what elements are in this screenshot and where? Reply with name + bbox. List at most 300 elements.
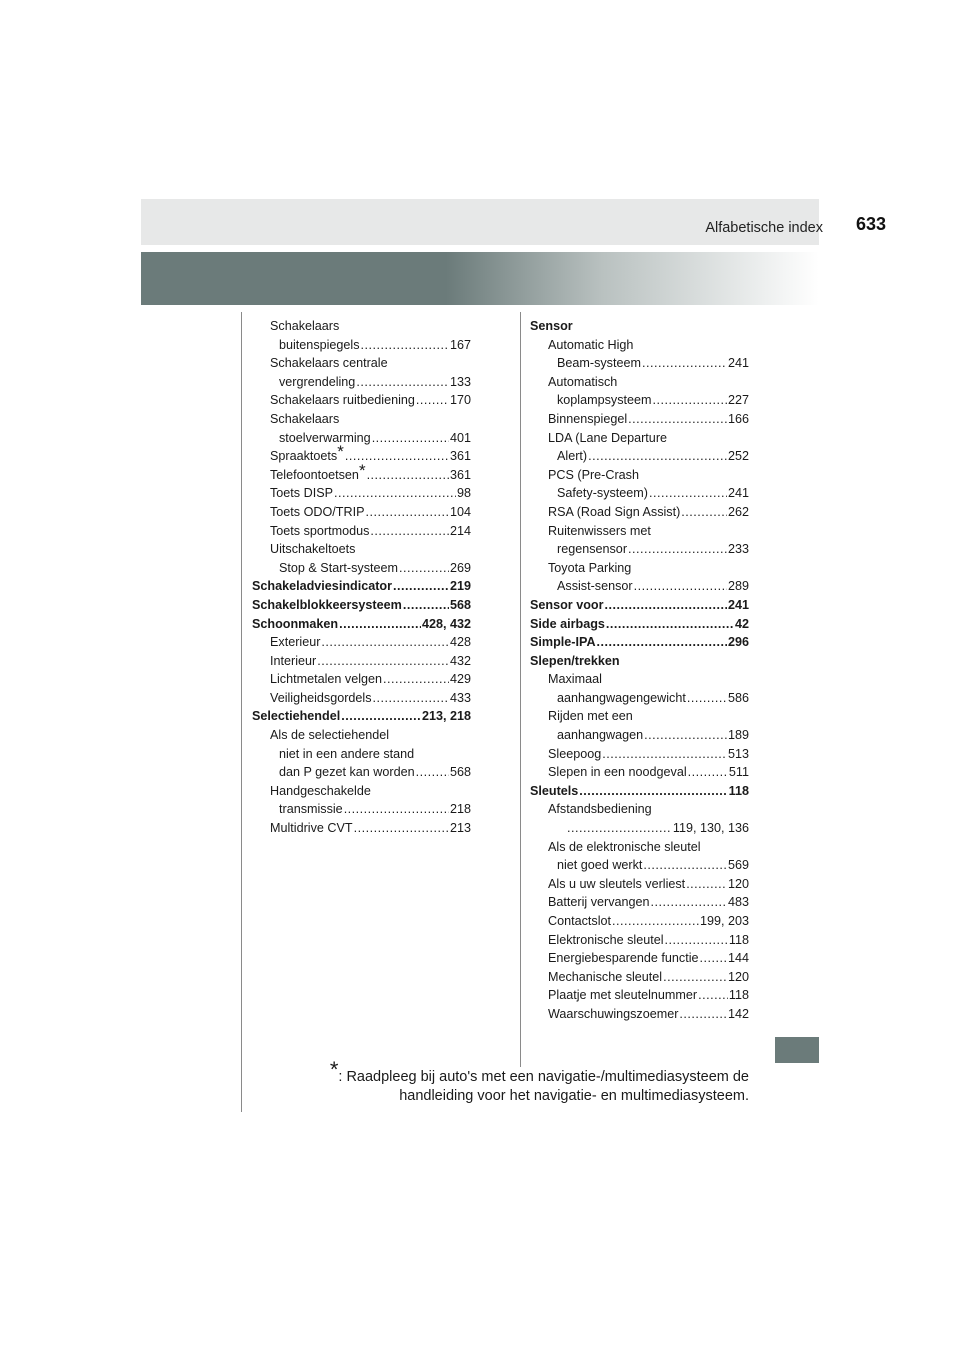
index-entry-text: Als de elektronische sleutel (548, 839, 701, 854)
dot-leader (579, 782, 727, 801)
index-entry-text: Ruitenwissers met (548, 523, 651, 538)
index-entry (530, 819, 749, 838)
index-entry-label (548, 949, 699, 968)
index-entry-label (557, 577, 633, 596)
index-entry-pages: 429 (449, 672, 471, 687)
index-entry-text: Simple-IPA (530, 635, 596, 650)
index-entry-label (548, 800, 652, 819)
dot-leader (649, 484, 727, 503)
index-entry (252, 819, 471, 838)
index-entry-text: Selectiehendel (252, 709, 341, 724)
index-entry-label (557, 856, 642, 875)
index-entry-label (270, 652, 316, 671)
index-entry (252, 317, 471, 336)
index-entry-label (279, 745, 414, 764)
index-entry-label (252, 615, 338, 634)
index-entry-pages: 227 (727, 393, 749, 408)
index-entry-text: Interieur (270, 653, 317, 668)
index-entry-pages: 361 (449, 467, 471, 482)
dot-leader (612, 912, 699, 931)
dot-leader (356, 373, 449, 392)
index-entry (530, 968, 749, 987)
index-entry (530, 689, 749, 708)
index-entry (530, 707, 749, 726)
index-entry-text: Schakelaars (270, 319, 340, 333)
index-entry-text: Schakelblokkeersysteem (252, 597, 402, 612)
index-entry-pages: 120 (727, 876, 749, 891)
index-entry-label (548, 429, 667, 448)
index-entry-pages: 144 (727, 951, 749, 966)
index-entry-pages: 199, 203 (699, 914, 749, 928)
index-entry-text: Exterieur (270, 635, 321, 650)
index-entry-label (557, 540, 627, 559)
dot-leader (653, 391, 727, 410)
index-entry-text: Stop & Start-systeem (279, 560, 398, 575)
index-entry (252, 615, 471, 634)
index-entry-label (548, 745, 601, 764)
index-entry-pages: 428 (449, 635, 471, 650)
index-entry-text: Toets DISP (270, 486, 333, 501)
dot-leader (642, 354, 727, 373)
index-entry-pages: 289 (727, 579, 749, 594)
index-entry-text: Veiligheidsgordels (270, 690, 372, 705)
index-entry-text: Als de selectiehendel (270, 728, 390, 743)
index-entry (530, 1005, 749, 1024)
index-entry-pages: 98 (456, 486, 471, 501)
index-entry (252, 670, 471, 689)
index-entry-label (530, 782, 578, 801)
index-entry-label (548, 670, 602, 689)
dot-leader (681, 503, 727, 522)
index-entry (252, 336, 471, 355)
dot-leader (634, 577, 727, 596)
index-entry-label (270, 540, 355, 559)
dot-leader (651, 893, 727, 912)
index-entry-label (548, 763, 687, 782)
index-entry-label (270, 484, 333, 503)
index-entry-pages: 511 (728, 765, 749, 780)
index-entry-text: aanhangwagen (557, 728, 644, 743)
index-entry-text: Mechanische sleutel (548, 969, 663, 984)
thumb-index-tab (775, 1037, 819, 1063)
index-entry-text: stoelverwarming (279, 430, 371, 445)
index-entry-label (270, 633, 320, 652)
decorative-gradient-bar (141, 252, 819, 305)
index-entry-label (530, 596, 603, 615)
dot-leader (688, 763, 728, 782)
index-entry-pages: 118 (728, 932, 749, 947)
index-entry (530, 503, 749, 522)
index-entry-pages: 296 (727, 635, 749, 650)
index-entry-label (548, 336, 633, 355)
index-entry-pages: 361 (449, 449, 471, 464)
index-entry-text: Telefoontoetsen (270, 467, 359, 482)
dot-leader (370, 522, 449, 541)
dot-leader (643, 856, 727, 875)
index-entry-text: Waarschuwingszoemer (548, 1006, 679, 1021)
index-entry (530, 429, 749, 448)
index-entry-label (270, 782, 371, 801)
index-entry-label (557, 484, 648, 503)
index-entry-pages: 104 (449, 504, 471, 519)
index-entry (252, 540, 471, 559)
index-entry-pages: 119, 130, 136 (672, 821, 749, 836)
index-entry (252, 633, 471, 652)
index-entry-label (548, 522, 651, 541)
dot-leader (588, 447, 727, 466)
index-entry-label (270, 460, 366, 485)
index-entry (252, 596, 471, 615)
dot-leader (416, 763, 449, 782)
dot-leader (367, 466, 449, 485)
index-entry-label (548, 875, 685, 894)
index-entry-label (548, 466, 639, 485)
index-entry (530, 745, 749, 764)
index-entry (530, 893, 749, 912)
index-entry (530, 317, 749, 336)
index-entry-pages: 432 (449, 653, 471, 668)
index-entry (252, 559, 471, 578)
dot-leader (567, 819, 672, 838)
index-entry (252, 410, 471, 429)
index-entry-label (279, 336, 360, 355)
index-entry-text: transmissie (279, 802, 343, 817)
index-entry-text: Toets sportmodus (270, 523, 370, 538)
index-entry-pages: 586 (727, 690, 749, 705)
index-entry (252, 800, 471, 819)
index-entry-text: Elektronische sleutel (548, 932, 664, 947)
dot-leader (341, 707, 421, 726)
index-entry-text: Slepen/trekken (530, 653, 620, 668)
index-entry-pages: 428, 432 (421, 616, 471, 631)
index-entry-label (530, 317, 573, 336)
index-entry (252, 391, 471, 410)
footnote (300, 1057, 749, 1106)
index-entry-label (548, 838, 701, 857)
index-entry-pages: 42 (734, 616, 749, 631)
dot-leader (679, 1005, 727, 1024)
index-entry-text: Automatisch (548, 374, 618, 389)
index-entry-label (279, 373, 355, 392)
index-entry-pages: 213 (449, 821, 471, 836)
index-entry (530, 596, 749, 615)
index-entry-pages: 241 (727, 597, 749, 612)
index-entry-pages: 568 (449, 765, 471, 780)
dot-leader (628, 540, 727, 559)
index-entry (530, 856, 749, 875)
dot-leader (606, 615, 734, 634)
index-entry-pages: 233 (727, 542, 749, 557)
index-entry (530, 652, 749, 671)
index-entry-pages: 219 (449, 579, 471, 594)
index-entry-label (270, 670, 382, 689)
index-entry (252, 503, 471, 522)
index-entry (252, 726, 471, 745)
index-entry-text: Safety-systeem) (557, 486, 648, 501)
index-entry-label (557, 354, 641, 373)
dot-leader (602, 745, 727, 764)
index-entry-text: Schakelaars (270, 411, 340, 426)
index-entry-text: Contactslot (548, 914, 611, 928)
dot-leader (644, 726, 727, 745)
index-entry-pages: 269 (449, 560, 471, 575)
index-entry (252, 745, 471, 764)
index-entry-pages: 433 (449, 690, 471, 705)
index-entry (252, 763, 471, 782)
index-entry (252, 429, 471, 448)
index-entry-text: LDA (Lane Departure (548, 430, 668, 445)
index-entry (530, 615, 749, 634)
index-entry (252, 484, 471, 503)
index-entry (530, 763, 749, 782)
index-entry-text: Beam-systeem (557, 356, 641, 371)
index-entry (530, 577, 749, 596)
dot-leader (321, 633, 449, 652)
index-column-right (530, 317, 749, 1024)
index-entry-pages: 241 (727, 356, 749, 371)
index-entry-text: Schakelaars ruitbediening (270, 393, 415, 408)
index-entry-label (548, 373, 617, 392)
dot-leader (686, 875, 727, 894)
index-entry-label (279, 800, 343, 819)
index-entry-label (557, 391, 652, 410)
dot-leader (628, 410, 727, 429)
index-entry-pages: 170 (449, 393, 471, 408)
index-entry-label (548, 986, 697, 1005)
index-entry-label (270, 726, 389, 745)
index-entry-label (530, 615, 605, 634)
dot-leader (399, 559, 449, 578)
index-entry-label (270, 503, 364, 522)
index-entry-label (270, 819, 353, 838)
index-entry (530, 522, 749, 541)
dot-leader (339, 615, 421, 634)
index-entry (530, 336, 749, 355)
dot-leader (700, 949, 727, 968)
index-entry-pages: 568 (449, 597, 471, 612)
index-entry-text: Afstandsbediening (548, 802, 652, 817)
index-entry-label (557, 726, 643, 745)
index-entry-text: Sensor (530, 319, 573, 333)
index-entry (252, 373, 471, 392)
footnote-line-1 (300, 1057, 749, 1087)
dot-leader (403, 596, 449, 615)
index-entry-pages: 167 (449, 337, 471, 352)
index-entry-text: Sleepoog (548, 746, 602, 761)
index-entry (252, 652, 471, 671)
index-entry-text: Multidrive CVT (270, 821, 353, 836)
index-entry (530, 410, 749, 429)
index-entry-text: Schakeladviesindicator (252, 579, 392, 594)
page-number: 633 (855, 214, 886, 234)
index-entry-text: koplampsysteem (557, 393, 652, 408)
index-entry-pages: 118 (728, 988, 749, 1003)
index-entry-text: RSA (Road Sign Assist) (548, 504, 681, 519)
index-entry-text: niet goed werkt (557, 858, 643, 873)
index-entry-label (548, 707, 633, 726)
index-entry-label (270, 522, 369, 541)
index-entry-text: Binnenspiegel (548, 411, 628, 426)
index-entry (530, 912, 749, 931)
index-entry-text: Toets ODO/TRIP (270, 504, 365, 519)
index-entry-label (252, 596, 402, 615)
index-entry-pages: 213, 218 (421, 709, 471, 724)
index-entry-text: Sleutels (530, 783, 579, 798)
index-entry-label (548, 1005, 678, 1024)
dot-leader (597, 633, 727, 652)
index-entry (530, 354, 749, 373)
index-entry-label (270, 391, 415, 410)
index-entry-label (548, 931, 664, 950)
index-entry-text: Plaatje met sleutelnummer (548, 988, 698, 1003)
index-entry-label (252, 707, 340, 726)
index-entry (530, 373, 749, 392)
footnote-text-1: : Raadpleeg bij auto's met een navigatie-/multimediasysteem de (338, 1069, 749, 1085)
dot-leader (373, 689, 449, 708)
index-entry-text: PCS (Pre-Crash (548, 467, 639, 482)
dot-leader (604, 596, 727, 615)
index-entry-pages: 218 (449, 802, 471, 817)
index-entry-text: Rijden met een (548, 709, 633, 724)
index-entry-label (279, 559, 398, 578)
index-entry-label (270, 442, 344, 466)
index-entry (530, 540, 749, 559)
index-entry-label (530, 633, 596, 652)
index-entry-text: Handgeschakelde (270, 783, 371, 798)
index-entry-pages: 214 (449, 523, 471, 538)
index-entry-label (530, 652, 620, 671)
index-entry-pages: 241 (727, 486, 749, 501)
footnote-ref-marker: * (358, 460, 366, 480)
dot-leader (698, 986, 728, 1005)
footnote-marker: * (329, 1057, 339, 1082)
footnote-ref-marker: * (337, 442, 344, 462)
index-entry-text: Uitschakeltoets (270, 542, 356, 557)
index-entry (530, 875, 749, 894)
index-entry (530, 838, 749, 857)
index-entry-text: Schoonmaken (252, 616, 339, 631)
index-entry-text: niet in een andere stand (279, 746, 415, 761)
dot-leader (665, 931, 728, 950)
dot-leader (361, 336, 449, 355)
index-entry (530, 931, 749, 950)
index-entry (252, 354, 471, 373)
index-entry-pages: 483 (727, 895, 749, 910)
index-entry-pages: 569 (727, 858, 749, 873)
index-entry-pages: 513 (727, 746, 749, 761)
index-entry-text: vergrendeling (279, 374, 356, 389)
index-column-left (252, 317, 471, 838)
index-entry-text: Sensor voor (530, 597, 604, 612)
index-entry-text: buitenspiegels (279, 337, 360, 352)
index-entry (530, 670, 749, 689)
index-entry (252, 707, 471, 726)
index-entry-label (270, 317, 339, 336)
dot-leader (354, 819, 449, 838)
index-entry (252, 522, 471, 541)
index-entry (530, 447, 749, 466)
index-entry-text: Slepen in een noodgeval (548, 765, 687, 780)
index-entry-label (548, 503, 680, 522)
dot-leader (344, 800, 449, 819)
index-entry (252, 460, 471, 485)
index-entry (530, 782, 749, 801)
index-entry-text: regensensor (557, 542, 628, 557)
dot-leader (372, 429, 449, 448)
index-entry-text: Assist-sensor (557, 579, 633, 594)
index-entry-label (270, 689, 372, 708)
index-entry (530, 466, 749, 485)
footnote-line-2: handleiding voor het navigatie- en multimediasysteem. (399, 1088, 749, 1104)
index-entry (252, 577, 471, 596)
index-entry-pages: 120 (727, 969, 749, 984)
index-entry-label (548, 410, 627, 429)
dot-leader (393, 577, 449, 596)
index-entry-pages: 142 (727, 1006, 749, 1021)
column-divider (520, 312, 521, 1067)
index-entry-label (252, 577, 392, 596)
index-entry-label (548, 912, 611, 931)
index-entry-label (557, 689, 686, 708)
index-entry-text: Toyota Parking (548, 560, 632, 575)
index-entry-text: Automatic High (548, 337, 634, 352)
dot-leader (416, 391, 449, 410)
index-entry-label (548, 968, 662, 987)
index-entry (530, 949, 749, 968)
dot-leader (334, 484, 456, 503)
index-entry (530, 484, 749, 503)
dot-leader (663, 968, 727, 987)
index-entry-label (270, 410, 339, 429)
dot-leader (365, 503, 449, 522)
dot-leader (383, 670, 449, 689)
index-entry-pages: 252 (727, 449, 749, 464)
dot-leader (687, 689, 727, 708)
index-entry-text: Batterij vervangen (548, 895, 650, 910)
index-entry (252, 689, 471, 708)
index-entry (530, 986, 749, 1005)
index-entry-text: Spraaktoets (270, 449, 338, 464)
index-entry-text: Side airbags (530, 616, 605, 631)
index-entry (530, 726, 749, 745)
index-entry-pages: 262 (727, 504, 749, 519)
index-entry (252, 782, 471, 801)
index-entry-label (548, 559, 631, 578)
index-entry-text: Lichtmetalen velgen (270, 672, 383, 687)
index-entry-pages: 118 (728, 783, 749, 798)
index-entry-pages: 401 (449, 430, 471, 445)
index-entry-label (279, 429, 371, 448)
index-entry-text: dan P gezet kan worden (279, 765, 415, 780)
index-entry-pages: 189 (727, 728, 749, 743)
index-entry-label (557, 447, 587, 466)
index-entry-label (548, 893, 650, 912)
index-entry-text: Schakelaars centrale (270, 356, 388, 371)
index-entry (530, 633, 749, 652)
dot-leader (317, 652, 449, 671)
section-title: Alfabetische index (705, 220, 823, 236)
index-entry (530, 800, 749, 819)
index-entry-label (279, 763, 415, 782)
index-entry-label (270, 354, 388, 373)
index-entry-text: Alert) (557, 449, 588, 464)
index-entry-text: aanhangwagengewicht (557, 690, 686, 705)
left-margin-rule (241, 312, 242, 1112)
index-entry-pages: 133 (449, 374, 471, 389)
index-entry (530, 391, 749, 410)
index-entry-text: Energiebesparende functie (548, 951, 699, 966)
index-entry-text: Maximaal (548, 672, 602, 687)
